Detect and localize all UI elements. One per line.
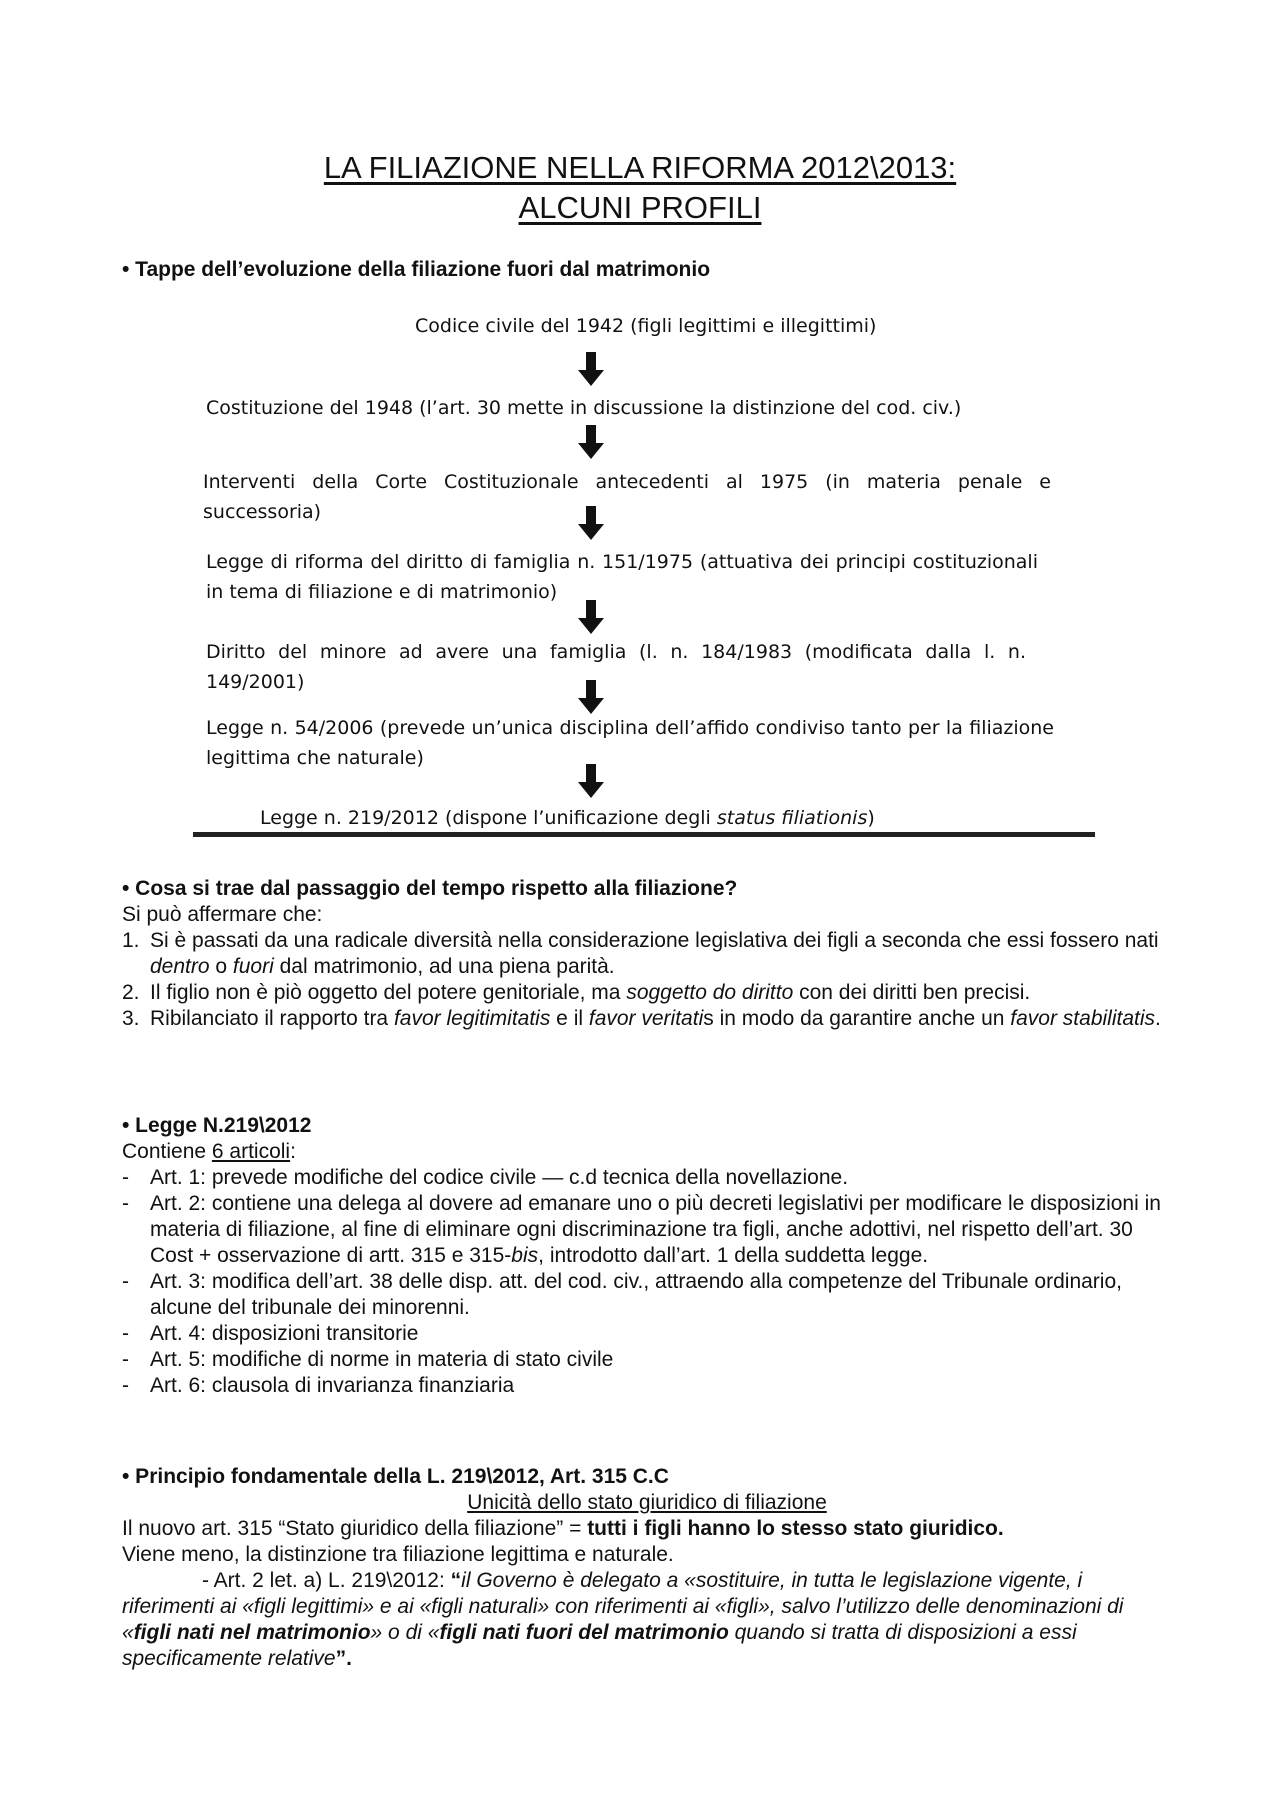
quote-reference: - Art. 2 let. a) L. 219\2012: bbox=[202, 1569, 451, 1592]
list-item bbox=[122, 1269, 1172, 1321]
final-step-italic: status filiationis bbox=[716, 807, 868, 829]
dash-bullet: - bbox=[122, 1270, 129, 1293]
quote-close-mark: ”. bbox=[335, 1647, 352, 1670]
dash-bullet: - bbox=[122, 1322, 129, 1345]
item-text: e il bbox=[550, 1007, 589, 1030]
down-arrow-icon bbox=[578, 600, 604, 634]
principle-line bbox=[122, 1516, 1172, 1542]
list-number: 1. bbox=[122, 929, 140, 952]
item-italic: soggetto do diritto bbox=[626, 981, 794, 1004]
section-heading-principle: • Principio fondamentale della L. 219\2012, Art. 315 C.C bbox=[122, 1465, 669, 1488]
flow-step-6: Legge n. 54/2006 (prevede un’unica disciplina dell’affido condiviso tanto per la filiazione legittima che naturale) bbox=[206, 717, 1054, 769]
item-italic: dentro bbox=[150, 955, 210, 978]
article-text: Art. 3: modifica dell’art. 38 delle disp. att. del cod. civ., attraendo alla competenze del Tribunale ordinario, alcune del tribunale dei minorenni. bbox=[150, 1270, 1122, 1319]
quote-bold: figli nati nel matrimonio bbox=[133, 1621, 371, 1644]
list-item bbox=[122, 1321, 1172, 1347]
item-text: o bbox=[209, 955, 233, 978]
quote-text: il Governo è delegato a «sostituire, in tutta le legislazione vigente, i riferimenti ai «figli legittimi» e ai «figli naturali» con riferimenti ai «figli», salvo l’utilizzo delle denominazioni di « bbox=[122, 1569, 1124, 1644]
section-principle bbox=[122, 1464, 1172, 1672]
flow-step-3: Interventi della Corte Costituzionale antecedenti al 1975 (in materia penale e successoria) bbox=[203, 471, 1051, 523]
article-text: Art. 4: disposizioni transitorie bbox=[150, 1322, 419, 1345]
section-law-219 bbox=[122, 1113, 1172, 1399]
flow-step-4: Legge di riforma del diritto di famiglia n. 151/1975 (attuativa dei principi costituzionali in tema di filiazione e di matrimonio) bbox=[206, 551, 1038, 603]
item-text: Ribilanciato il rapporto tra bbox=[150, 1007, 394, 1030]
principle-subtitle: Unicità dello stato giuridico di filiazione bbox=[467, 1491, 827, 1514]
down-arrow-icon bbox=[578, 352, 604, 386]
list-item bbox=[122, 1347, 1172, 1373]
down-arrow-icon bbox=[578, 680, 604, 714]
list-item bbox=[122, 1006, 1172, 1032]
quote-text: » o di « bbox=[370, 1621, 440, 1644]
quote-open-mark: “ bbox=[450, 1569, 462, 1592]
flow-step-5: Diritto del minore ad avere una famiglia (l. n. 184/1983 (modificata dalla l. n. 149/2001) bbox=[206, 641, 1026, 693]
item-italic: favor legitimitatis bbox=[393, 1007, 551, 1030]
section-heading-law: • Legge N.219\2012 bbox=[122, 1114, 312, 1137]
article-text: Art. 6: clausola di invarianza finanziaria bbox=[150, 1374, 515, 1397]
law-intro-colon: : bbox=[290, 1140, 296, 1163]
quote-bold: figli nati fuori del matrimonio bbox=[439, 1621, 729, 1644]
article-text: Art. 5: modifiche di norme in materia di stato civile bbox=[150, 1348, 614, 1371]
law-intro bbox=[122, 1139, 1172, 1165]
article-italic: bis bbox=[511, 1244, 539, 1267]
dash-bullet: - bbox=[122, 1192, 129, 1215]
dash-bullet: - bbox=[122, 1348, 129, 1371]
item-italic: fuori bbox=[232, 955, 274, 978]
item-italic: favor veritati bbox=[588, 1007, 704, 1030]
item-text: s in modo da garantire anche un bbox=[703, 1007, 1011, 1030]
dash-bullet: - bbox=[122, 1374, 129, 1397]
title-line-1: LA FILIAZIONE NELLA RIFORMA 2012\2013: bbox=[323, 150, 957, 185]
list-item bbox=[122, 980, 1172, 1006]
list-item bbox=[122, 1373, 1172, 1399]
quote-paragraph bbox=[122, 1568, 1172, 1672]
quote-text: quando si tratta di disposizioni a essi specificamente relative bbox=[122, 1621, 1077, 1670]
list-number: 3. bbox=[122, 1007, 140, 1030]
final-step-close: ) bbox=[867, 807, 875, 829]
item-text: Si è passati da una radicale diversità nella considerazione legislativa dei figli a seconda che essi fossero nati bbox=[150, 929, 1159, 952]
law-intro-text: Contiene bbox=[122, 1140, 212, 1163]
page-title bbox=[0, 148, 1280, 228]
principle-bold: tutti i figli hanno lo stesso stato giuridico. bbox=[587, 1517, 1004, 1540]
item-italic: favor stabilitatis bbox=[1010, 1007, 1156, 1030]
section-heading-time: • Cosa si trae dal passaggio del tempo rispetto alla filiazione? bbox=[122, 877, 738, 900]
list-item bbox=[122, 1165, 1172, 1191]
down-arrow-icon bbox=[578, 425, 604, 459]
section-heading-evolution: • Tappe dell’evoluzione della filiazione fuori dal matrimonio bbox=[122, 258, 711, 281]
principle-text: Il nuovo art. 315 “Stato giuridico della filiazione” = bbox=[122, 1517, 588, 1540]
item-text: dal matrimonio, ad una piena parità. bbox=[273, 955, 615, 978]
list-number: 2. bbox=[122, 981, 140, 1004]
flow-step-2: Costituzione del 1948 (l’art. 30 mette in discussione la distinzione del cod. civ.) bbox=[206, 397, 962, 419]
flow-step-1: Codice civile del 1942 (figli legittimi e illegittimi) bbox=[415, 315, 877, 337]
list-item bbox=[122, 1191, 1172, 1269]
articles-count: 6 articoli bbox=[211, 1140, 291, 1163]
item-text: con dei diritti ben precisi. bbox=[793, 981, 1031, 1004]
title-line-2: ALCUNI PROFILI bbox=[518, 190, 762, 225]
final-step-text: Legge n. 219/2012 (dispone l’unificazione degli bbox=[260, 807, 717, 829]
principle-line-2: Viene meno, la distinzione tra filiazione legittima e naturale. bbox=[122, 1543, 674, 1566]
section-time-passage bbox=[122, 876, 1172, 1032]
article-text: , introdotto dall’art. 1 della suddetta legge. bbox=[538, 1244, 929, 1267]
article-text: Art. 2: contiene una delega al dovere ad emanare uno o più decreti legislativi per modificare le disposizioni in materia di filiazione, al fine di eliminare ogni discriminazione tra figli, anche adottivi, nel rispetto dell’art. 30 Cost + osservazione di artt. 315 e 315- bbox=[150, 1192, 1161, 1267]
item-text: . bbox=[1155, 1007, 1161, 1030]
divider-line bbox=[193, 832, 1095, 837]
dash-bullet: - bbox=[122, 1166, 129, 1189]
item-text: Il figlio non è piò oggetto del potere genitoriale, ma bbox=[150, 981, 627, 1004]
section-intro: Si può affermare che: bbox=[122, 903, 323, 926]
flow-step-final bbox=[260, 803, 1040, 833]
list-item bbox=[122, 928, 1172, 980]
down-arrow-icon bbox=[578, 764, 604, 798]
article-text: Art. 1: prevede modifiche del codice civile — c.d tecnica della novellazione. bbox=[150, 1166, 849, 1189]
down-arrow-icon bbox=[578, 506, 604, 540]
